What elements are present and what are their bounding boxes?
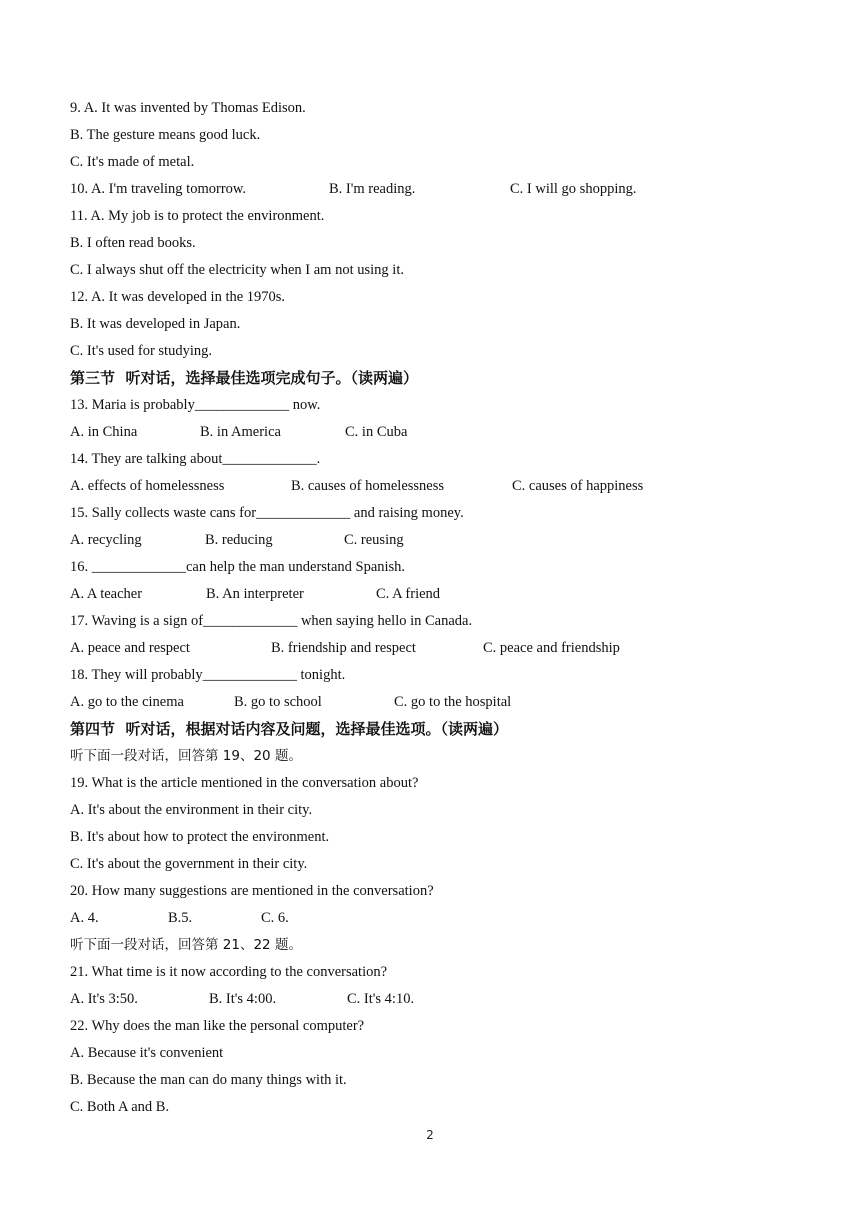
section-4-heading: 第四节 听对话，根据对话内容及问题，选择最佳选项。（读两遍） [70, 720, 508, 738]
q17-option-c: C. peace and friendship [483, 640, 620, 656]
q10-option-a: 10. A. I'm traveling tomorrow. [70, 181, 247, 197]
q19-option-b: B. It's about how to protect the environment. [70, 829, 330, 845]
q20-option-b: B.5. [168, 910, 193, 926]
q13-option-b: B. in America [200, 424, 281, 440]
q18-option-c: C. go to the hospital [394, 694, 512, 710]
q10-option-c: C. I will go shopping. [510, 181, 637, 197]
q11-option-a: 11. A. My job is to protect the environment. [70, 208, 325, 224]
q18-option-b: B. go to school [234, 694, 322, 710]
q13-option-a: A. in China [70, 424, 138, 440]
q19-stem: 19. What is the article mentioned in the conversation about? [70, 775, 419, 791]
q12-option-a: 12. A. It was developed in the 1970s. [70, 289, 286, 305]
q21-stem: 21. What time is it now according to the conversation? [70, 964, 388, 980]
q19-option-c: C. It's about the government in their city. [70, 856, 308, 872]
q22-option-c: C. Both A and B. [70, 1099, 170, 1115]
q15-option-c: C. reusing [344, 532, 404, 548]
q14-option-c: C. causes of happiness [512, 478, 644, 494]
q16-options [70, 584, 770, 604]
q21-option-c: C. It's 4:10. [347, 991, 415, 1007]
q21-option-a: A. It's 3:50. [70, 991, 138, 1007]
page-number: 2 [426, 1128, 434, 1142]
q13-options [70, 422, 770, 442]
q16-option-a: A. A teacher [70, 586, 143, 602]
section-3-heading: 第三节 听对话，选择最佳选项完成句子。（读两遍） [70, 369, 418, 387]
q9-option-b: B. The gesture means good luck. [70, 127, 261, 143]
q11-option-b: B. I often read books. [70, 235, 196, 251]
q22-option-b: B. Because the man can do many things with it. [70, 1072, 347, 1088]
q15-options [70, 530, 770, 550]
q13-stem: 13. Maria is probably_____________ now. [70, 397, 321, 413]
q20-stem: 20. How many suggestions are mentioned in the conversation? [70, 883, 434, 899]
q12-option-b: B. It was developed in Japan. [70, 316, 241, 332]
q22-stem: 22. Why does the man like the personal computer? [70, 1018, 365, 1034]
q10-option-b: B. I'm reading. [329, 181, 416, 197]
q14-options [70, 476, 790, 496]
q9-option-c: C. It's made of metal. [70, 154, 195, 170]
q15-option-b: B. reducing [205, 532, 273, 548]
q18-option-a: A. go to the cinema [70, 694, 184, 710]
q18-stem: 18. They will probably_____________ tonight. [70, 667, 346, 683]
q17-stem: 17. Waving is a sign of_____________ when saying hello in Canada. [70, 613, 473, 629]
q21-options [70, 989, 770, 1009]
q11-option-c: C. I always shut off the electricity when I am not using it. [70, 262, 404, 278]
q12-option-c: C. It's used for studying. [70, 343, 212, 359]
q21-option-b: B. It's 4:00. [209, 991, 277, 1007]
q10-options [70, 179, 770, 199]
q19-option-a: A. It's about the environment in their city. [70, 802, 313, 818]
q20-option-c: C. 6. [261, 910, 289, 926]
q16-option-c: C. A friend [376, 586, 441, 602]
q16-stem: 16. _____________can help the man understand Spanish. [70, 559, 406, 575]
q14-stem: 14. They are talking about_____________. [70, 451, 321, 467]
instruction-21-22: 听下面一段对话，回答第 21、22 题。 [70, 937, 302, 953]
q16-option-b: B. An interpreter [206, 586, 304, 602]
q17-options [70, 638, 790, 658]
q14-option-a: A. effects of homelessness [70, 478, 225, 494]
q15-option-a: A. recycling [70, 532, 142, 548]
q13-option-c: C. in Cuba [345, 424, 408, 440]
q9-option-a: 9. A. It was invented by Thomas Edison. [70, 100, 306, 116]
q17-option-b: B. friendship and respect [271, 640, 416, 656]
q22-option-a: A. Because it's convenient [70, 1045, 224, 1061]
q17-option-a: A. peace and respect [70, 640, 190, 656]
q20-options [70, 908, 770, 928]
q14-option-b: B. causes of homelessness [291, 478, 445, 494]
q18-options [70, 692, 770, 712]
q20-option-a: A. 4. [70, 910, 99, 926]
instruction-19-20: 听下面一段对话，回答第 19、20 题。 [70, 748, 302, 764]
q15-stem: 15. Sally collects waste cans for_____________ and raising money. [70, 505, 464, 521]
